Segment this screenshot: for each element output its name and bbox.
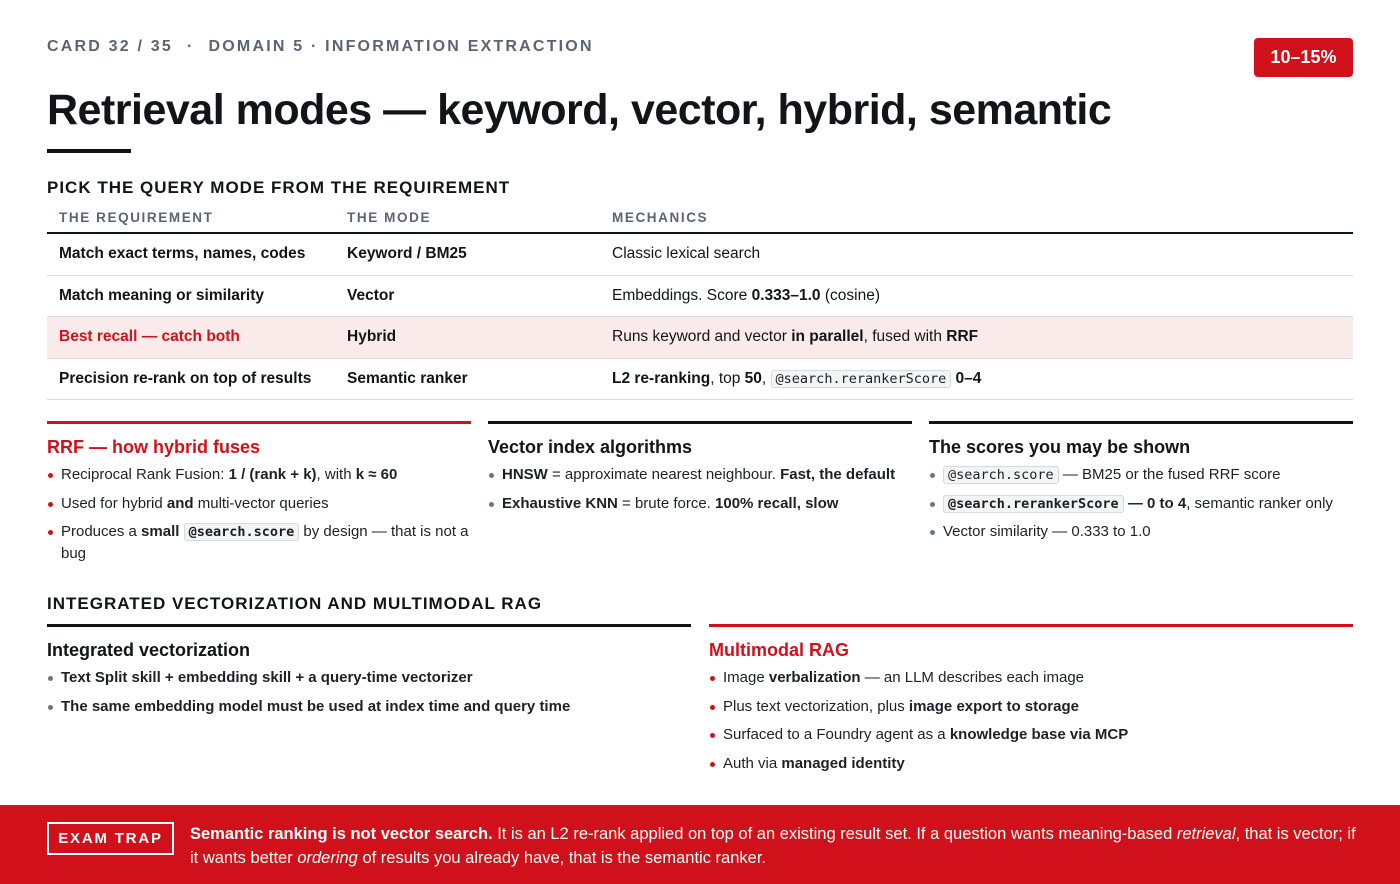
item-emphasis: 100% recall, slow [715, 494, 839, 512]
card-rule [929, 421, 1353, 424]
card-title: RRF — how hybrid fuses [47, 437, 261, 457]
requirement-cell: Match exact terms, names, codes [59, 245, 306, 263]
column-header-requirement: THE REQUIREMENT [59, 210, 214, 225]
score-range: 0.333–1.0 [751, 286, 821, 304]
list-item [488, 493, 912, 515]
breadcrumb-separator: · [187, 38, 195, 55]
mechanics-text: , [761, 369, 771, 387]
card-title: Multimodal RAG [709, 640, 849, 660]
item-text: , with [316, 466, 356, 483]
mechanics-text: Embeddings. Score [612, 286, 752, 304]
item-emphasis: Exhaustive KNN [502, 494, 618, 512]
column-header-mode: THE MODE [347, 210, 432, 225]
list-item [47, 464, 471, 486]
exam-trap-text [190, 822, 1360, 870]
trap-italic: retrieval [1176, 825, 1236, 843]
item-emphasis: and [166, 494, 194, 512]
table-header [47, 203, 1353, 234]
bullet-list [709, 667, 1353, 775]
list-item [929, 521, 1353, 543]
item-text: = approximate nearest neighbour. [547, 466, 781, 483]
trap-text: , that is vector; if it wants better [190, 825, 1356, 867]
query-mode-table [47, 203, 1353, 400]
card-rule [47, 421, 471, 424]
card-rule [488, 421, 912, 424]
mechanics-text: , top [710, 369, 745, 387]
mechanics-text: (cosine) [820, 286, 880, 304]
mechanics-cell [612, 328, 1353, 346]
item-text: Image [723, 669, 769, 686]
integrated-heading: INTEGRATED VECTORIZATION AND MULTIMODAL RAG [47, 594, 543, 613]
mechanics-emphasis: RRF [946, 328, 979, 346]
page-title: Retrieval modes — keyword, vector, hybrid, semantic [47, 86, 1112, 134]
table-row [47, 234, 1353, 276]
list-item [709, 753, 1353, 775]
item-emphasis: image export to storage [908, 697, 1079, 715]
mechanics-emphasis: in parallel [791, 328, 864, 346]
list-item [47, 696, 691, 718]
mechanics-cell [612, 287, 1353, 305]
item-emphasis: — 0 to 4 [1123, 494, 1187, 512]
trap-emphasis: Semantic ranking is not vector search. [190, 825, 493, 843]
item-text [179, 523, 183, 540]
list-item [709, 667, 1353, 689]
mode-cell: Keyword / BM25 [347, 245, 467, 263]
item-emphasis: Text Split skill + embedding skill + a query-time vectorizer [61, 669, 473, 686]
exam-weight-badge: 10–15% [1254, 38, 1353, 77]
list-item [709, 696, 1353, 718]
item-text: = brute force. [617, 494, 716, 512]
item-text: multi-vector queries [193, 494, 329, 512]
mechanics-emphasis: L2 re-ranking [612, 369, 711, 387]
table-row [47, 276, 1353, 318]
integrated-vectorization-card [47, 624, 691, 724]
trap-italic: ordering [297, 849, 358, 867]
multimodal-rag-card [709, 624, 1353, 781]
mechanics-cell [612, 370, 1353, 388]
list-item [47, 521, 471, 565]
mechanics-cell [612, 245, 1353, 263]
rrf-card [47, 421, 471, 572]
card-rule [709, 624, 1353, 627]
card-title: Vector index algorithms [488, 437, 693, 457]
item-text: Vector similarity — 0.333 to 1.0 [943, 523, 1151, 540]
item-text: Used for hybrid [61, 494, 167, 512]
bullet-list [488, 464, 912, 515]
card-title: Integrated vectorization [47, 640, 251, 660]
item-text: Plus text vectorization, plus [723, 697, 909, 715]
requirement-cell: Match meaning or similarity [59, 286, 264, 304]
list-item [929, 493, 1353, 515]
bullet-list [929, 464, 1353, 543]
exam-trap-banner [0, 805, 1400, 884]
code-snippet: @search.score [184, 523, 300, 541]
list-item [929, 464, 1353, 486]
trap-text: It is an L2 re-rank applied on top of an existing result set. If a question wants meaning-based [492, 825, 1177, 843]
table-row-highlighted [47, 317, 1353, 359]
item-emphasis: Fast, the default [780, 466, 896, 483]
mechanics-text: , fused with [863, 328, 947, 346]
vector-index-card [488, 421, 912, 521]
item-text: , semantic ranker only [1186, 494, 1333, 512]
query-mode-heading: PICK THE QUERY MODE FROM THE REQUIREMENT [47, 178, 511, 197]
card-rule [47, 624, 691, 627]
trap-text: of results you already have, that is the semantic ranker. [357, 849, 766, 867]
code-snippet: @search.rerankerScore [771, 370, 952, 388]
item-text: — an LLM describes each image [860, 669, 1085, 686]
mechanics-text: Runs keyword and vector [612, 328, 792, 346]
column-header-mechanics: MECHANICS [612, 210, 709, 225]
item-emphasis: HNSW [502, 466, 548, 483]
domain-label: DOMAIN 5 · INFORMATION EXTRACTION [208, 38, 594, 55]
item-emphasis: knowledge base via MCP [949, 726, 1129, 743]
item-emphasis: k ≈ 60 [355, 466, 398, 483]
item-emphasis: 1 / (rank + k) [228, 466, 317, 483]
code-snippet: @search.score [943, 466, 1059, 484]
item-text: — BM25 or the fused RRF score [1058, 466, 1281, 483]
scores-card [929, 421, 1353, 550]
item-text: Surfaced to a Foundry agent as a [723, 726, 950, 743]
bullet-list [47, 464, 471, 565]
item-emphasis: verbalization [768, 669, 861, 686]
item-emphasis: managed identity [781, 754, 905, 772]
exam-trap-tag: EXAM TRAP [47, 822, 174, 855]
item-text: Auth via [723, 754, 782, 772]
item-text: Reciprocal Rank Fusion: [61, 466, 229, 483]
mode-cell: Hybrid [347, 328, 397, 346]
requirement-cell: Best recall — catch both [59, 328, 240, 346]
title-divider [47, 149, 131, 153]
card-title: The scores you may be shown [929, 437, 1191, 457]
mechanics-text: Classic lexical search [612, 245, 761, 263]
table-row [47, 359, 1353, 401]
bullet-list [47, 667, 691, 718]
item-emphasis: The same embedding model must be used at index time and query time [61, 697, 571, 715]
mechanics-emphasis: 0–4 [955, 369, 982, 387]
item-emphasis: small [141, 523, 180, 540]
mechanics-emphasis: 50 [744, 369, 762, 387]
mode-cell: Semantic ranker [347, 369, 468, 387]
list-item [488, 464, 912, 486]
list-item [47, 493, 471, 515]
code-snippet: @search.rerankerScore [943, 495, 1124, 513]
card-counter: CARD 32 / 35 [47, 38, 173, 55]
mode-cell: Vector [347, 286, 395, 304]
breadcrumb [47, 38, 594, 56]
item-text: by design — that is not a bug [61, 523, 469, 562]
requirement-cell: Precision re-rank on top of results [59, 369, 312, 387]
list-item [47, 667, 691, 689]
list-item [709, 724, 1353, 746]
item-text: Produces a [61, 523, 142, 540]
